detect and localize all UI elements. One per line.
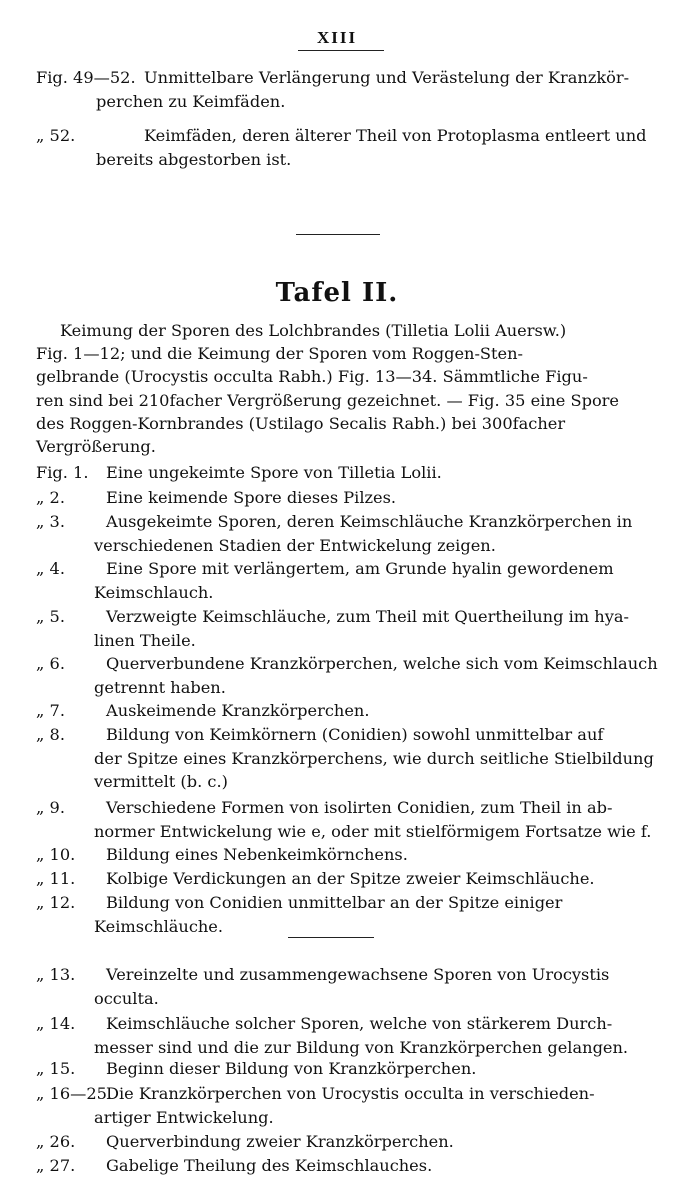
figure-text-line: Auskeimende Kranzkörperchen. <box>106 701 370 720</box>
figure-text-line: Keimfäden, deren älterer Theil von Protoplasma entleert und <box>144 126 647 145</box>
figure-text-line: messer sind und die zur Bildung von Kranzkörperchen gelangen. <box>94 1037 629 1057</box>
figure-text-line: Keimschläuche. <box>94 916 224 936</box>
figure-label: „ 14. <box>36 1014 76 1033</box>
figure-text-line: Keimschläuche solcher Sporen, welche von stärkerem Durch- <box>106 1014 613 1033</box>
plate-title: Tafel II. <box>275 278 399 308</box>
figure-text-line: occulta. <box>94 988 159 1008</box>
figure-label: Fig. 49—52. <box>36 68 136 87</box>
figure-label: „ 27. <box>36 1156 76 1175</box>
figure-label: „ 10. <box>36 845 76 864</box>
figure-label: „ 11. <box>36 869 76 888</box>
figure-text-line: Bildung von Conidien unmittelbar an der Spitze einiger <box>106 893 563 912</box>
figure-label: „ 3. <box>36 512 65 531</box>
figure-label: „ 26. <box>36 1132 76 1151</box>
intro-line: ren sind bei 210facher Vergrößerung gezeichnet. — Fig. 35 eine Spore <box>36 390 620 410</box>
figure-text-line: Unmittelbare Verlängerung und Verästelung der Kranzkör- <box>144 68 630 87</box>
figure-text-line: Querverbundene Kranzkörperchen, welche sich vom Keimschlauch <box>106 654 658 673</box>
figure-label: „ 9. <box>36 798 65 817</box>
figure-text-line: Keimschlauch. <box>94 582 214 602</box>
figure-label: „ 52. <box>36 126 76 145</box>
figure-text-line: Die Kranzkörperchen von Urocystis occulta in verschieden- <box>106 1084 595 1103</box>
figure-label: „ 13. <box>36 965 76 984</box>
figure-label: Fig. 1. <box>36 463 89 482</box>
figure-text-line: perchen zu Keimfäden. <box>96 92 286 111</box>
page-number: XIII <box>316 28 358 47</box>
figure-text-line: Beginn dieser Bildung von Kranzkörperchen. <box>106 1059 477 1078</box>
figure-text-line: artiger Entwickelung. <box>94 1107 274 1127</box>
figure-text-line: Ausgekeimte Sporen, deren Keimschläuche Kranzkörperchen in <box>106 512 633 531</box>
figure-text-line: verschiedenen Stadien der Entwickelung zeigen. <box>94 535 496 555</box>
figure-label: „ 5. <box>36 607 65 626</box>
figure-label: „ 4. <box>36 559 65 578</box>
intro-line: Fig. 1—12; und die Keimung der Sporen vom Roggen-Sten- <box>36 344 523 364</box>
header-rule <box>298 50 384 51</box>
figure-text-line: Verschiedene Formen von isolirten Conidien, zum Theil in ab- <box>106 798 613 817</box>
intro-line: gelbrande (Urocystis occulta Rabh.) Fig. 13—34. Sämmtliche Figu- <box>36 367 588 387</box>
figure-text-line: Vereinzelte und zusammengewachsene Sporen von Urocystis <box>106 965 610 984</box>
figure-text-line: Eine ungekeimte Spore von Tilletia Lolii. <box>106 463 442 482</box>
figure-label: „ 12. <box>36 893 76 912</box>
figure-text-line: Bildung eines Nebenkeimkörnchens. <box>106 845 408 864</box>
figure-label: „ 15. <box>36 1059 76 1078</box>
figure-label: „ 8. <box>36 725 65 744</box>
intro-line: Vergrößerung. <box>36 437 156 456</box>
figure-text-line: Eine Spore mit verlängertem, am Grunde hyalin gewordenem <box>106 559 614 578</box>
figure-text-line: Kolbige Verdickungen an der Spitze zweier Keimschläuche. <box>106 869 595 888</box>
figure-label: „ 6. <box>36 654 65 673</box>
figure-divider <box>288 937 374 938</box>
section-divider <box>296 234 380 235</box>
figure-label: „ 2. <box>36 488 65 507</box>
figure-label: „ 7. <box>36 701 65 720</box>
intro-line: des Roggen-Kornbrandes (Ustilago Secalis Rabh.) bei 300facher <box>36 413 566 433</box>
figure-text-line: Bildung von Keimkörnern (Conidien) sowohl unmittelbar auf <box>106 725 604 744</box>
figure-text-line: der Spitze eines Kranzkörperchens, wie durch seitliche Stielbildung <box>94 748 654 768</box>
figure-text-line: Verzweigte Keimschläuche, zum Theil mit Quertheilung im hya- <box>106 607 629 626</box>
figure-text-line: bereits abgestorben ist. <box>96 150 292 169</box>
figure-text-line: normer Entwickelung wie e, oder mit stielförmigem Fortsatze wie f. <box>94 821 652 841</box>
intro-line: Keimung der Sporen des Lolchbrandes (Tilletia Lolii Auersw.) <box>60 321 567 340</box>
figure-text-line: Gabelige Theilung des Keimschlauches. <box>106 1156 433 1175</box>
figure-text-line: Querverbindung zweier Kranzkörperchen. <box>106 1132 454 1151</box>
figure-text-line: vermittelt (b. c.) <box>94 772 228 792</box>
figure-text-line: getrennt haben. <box>94 677 226 697</box>
figure-label: „ 16—25. <box>36 1084 113 1103</box>
figure-text-line: Eine keimende Spore dieses Pilzes. <box>106 488 397 507</box>
figure-text-line: linen Theile. <box>94 630 196 650</box>
